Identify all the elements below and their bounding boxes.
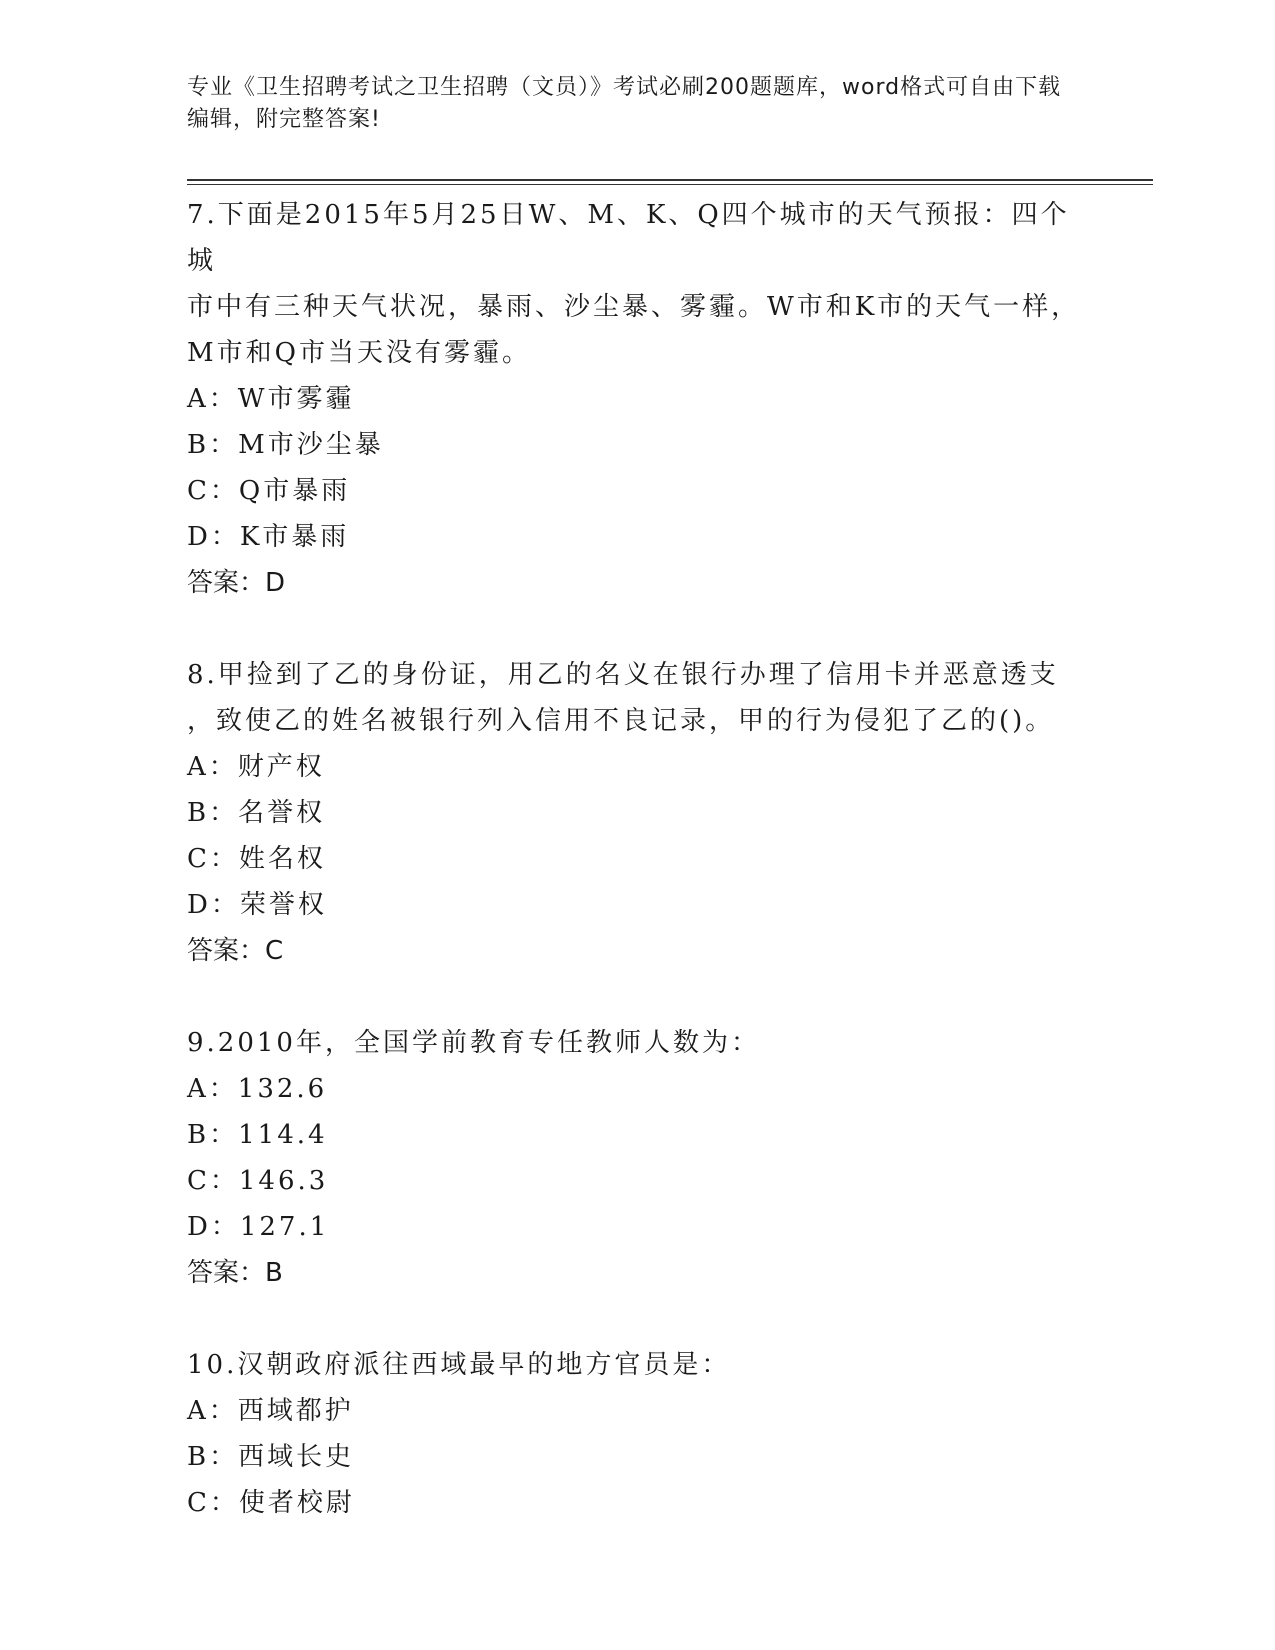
option-c: C：姓名权 [187,844,326,874]
answer-line: 答案：C [187,936,284,966]
option-d: D：荣誉权 [187,890,327,920]
header-divider-thick [187,179,1153,181]
question-stem-line: 市中有三种天气状况，暴雨、沙尘暴、雾霾。W市和K市的天气一样， [187,292,1081,322]
answer-line: 答案：D [187,568,286,598]
option-c: C：146.3 [187,1166,329,1196]
question-9 [187,1020,1087,1296]
option-b: B：M市沙尘暴 [187,430,384,460]
option-d: D：127.1 [187,1212,330,1242]
question-list [187,192,1087,1572]
option-a: A：W市雾霾 [187,384,355,414]
question-10 [187,1342,1087,1526]
question-stem-line: 10.汉朝政府派往西域最早的地方官员是： [187,1350,731,1380]
question-stem-line: M市和Q市当天没有雾霾。 [187,338,531,368]
option-b: B：西域长史 [187,1442,355,1472]
option-a: A：财产权 [187,752,325,782]
answer-line: 答案：B [187,1258,283,1288]
option-a: A：西域都护 [187,1396,354,1426]
option-b: B：114.4 [187,1120,328,1150]
option-a: A：132.6 [187,1074,328,1104]
question-stem-line: 7.下面是2015年5月25日W、M、K、Q四个城市的天气预报：四个城 [187,200,1070,276]
question-8 [187,652,1087,974]
option-d: D：K市暴雨 [187,522,350,552]
question-7 [187,192,1087,606]
option-c: C：Q市暴雨 [187,476,351,506]
question-stem-line: ，致使乙的姓名被银行列入信用不良记录，甲的行为侵犯了乙的()。 [187,706,1055,736]
question-stem-line: 9.2010年，全国学前教育专任教师人数为： [187,1028,760,1058]
header-divider-thin [187,184,1153,185]
option-c: C：使者校尉 [187,1488,355,1518]
question-stem-line: 8.甲捡到了乙的身份证，用乙的名义在银行办理了信用卡并恶意透支 [187,660,1059,690]
option-b: B：名誉权 [187,798,326,828]
document-header: 专业《卫生招聘考试之卫生招聘（文员）》考试必刷200题题库，word格式可自由下载编辑，附完整答案! [187,75,1062,132]
